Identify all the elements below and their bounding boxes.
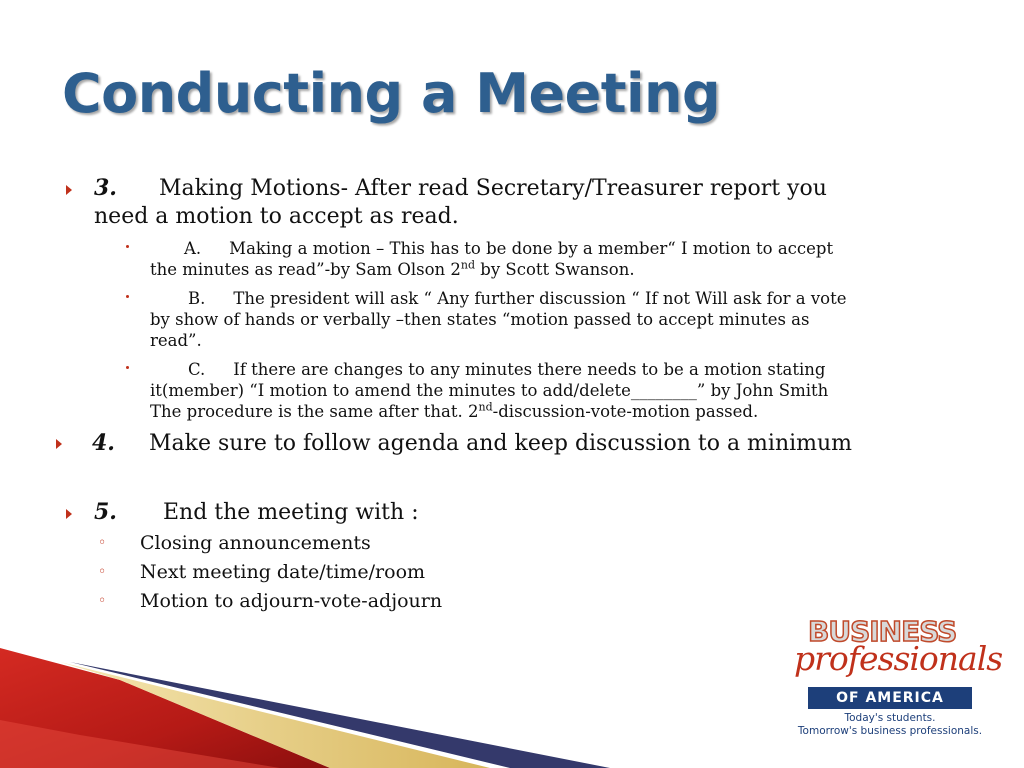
sub-item-text: The procedure is the same after that. 2 — [150, 402, 479, 421]
superscript: nd — [478, 400, 493, 414]
sub-item-a — [150, 238, 970, 280]
list-item-4 — [92, 429, 992, 458]
sub-item-text: the minutes as read”-by Sam Olson 2 — [150, 260, 461, 279]
sub-item-text: read”. — [150, 331, 202, 350]
sub-list-item — [98, 529, 371, 558]
sub-item-text: by Scott Swanson. — [475, 260, 635, 279]
dot-bullet-icon — [126, 366, 129, 369]
superscript: nd — [460, 258, 476, 272]
sub-item-c — [150, 359, 970, 422]
circle-bullet-icon: ◦ — [98, 564, 107, 580]
sub-item-text: Making a motion – This has to be done by a member“ I motion to accept — [229, 239, 834, 258]
circle-bullet-icon: ◦ — [98, 593, 107, 609]
sub-item-text: The president will ask “ Any further discussion “ If not Will ask for a vote — [233, 289, 847, 308]
item-number: 4. — [92, 430, 115, 456]
logo-business-text: BUSINESS — [808, 615, 957, 648]
sub-list-text: Motion to adjourn-vote-adjourn — [140, 590, 443, 612]
list-item-5 — [94, 498, 974, 527]
sub-list-item — [98, 558, 426, 587]
sub-item-text: -discussion-vote-motion passed. — [492, 402, 759, 421]
sub-list-text: Closing announcements — [140, 532, 371, 554]
logo-of-america-bar: OF AMERICA — [808, 687, 972, 709]
sub-item-text: it(member) “I motion to amend the minutes to add/delete________” by John Smith — [150, 381, 829, 400]
slide-title: Conducting a Meeting — [62, 62, 721, 125]
sub-item-text: If there are changes to any minutes there needs to be a motion stating — [233, 360, 826, 379]
arrow-bullet-icon — [66, 509, 72, 519]
sub-list-item — [98, 587, 443, 616]
logo-professionals-text: professionals — [794, 639, 1003, 678]
item-number: 5. — [94, 499, 117, 525]
dot-bullet-icon — [126, 295, 129, 298]
logo-tagline-1: Today's students. — [844, 712, 936, 724]
sub-item-letter: A. — [184, 239, 202, 258]
logo-tagline-2: Tomorrow's business professionals. — [797, 725, 983, 737]
item-text: need a motion to accept as read. — [94, 204, 459, 229]
item-text: Making Motions- After read Secretary/Treasurer report you — [158, 176, 827, 201]
item-text: End the meeting with : — [162, 500, 419, 525]
item-text: Make sure to follow agenda and keep discussion to a minimum — [148, 431, 853, 456]
arrow-bullet-icon — [66, 185, 72, 195]
sub-item-letter: C. — [188, 360, 206, 379]
sub-item-b — [150, 288, 970, 351]
dot-bullet-icon — [126, 245, 129, 248]
sub-item-letter: B. — [188, 289, 206, 308]
sub-list-text: Next meeting date/time/room — [140, 561, 426, 583]
list-item-3 — [94, 174, 974, 231]
arrow-bullet-icon — [56, 439, 62, 449]
circle-bullet-icon: ◦ — [98, 535, 107, 551]
item-number: 3. — [94, 175, 117, 201]
sub-item-text: by show of hands or verbally –then states “motion passed to accept minutes as — [150, 310, 810, 329]
bpa-logo — [790, 615, 1003, 741]
